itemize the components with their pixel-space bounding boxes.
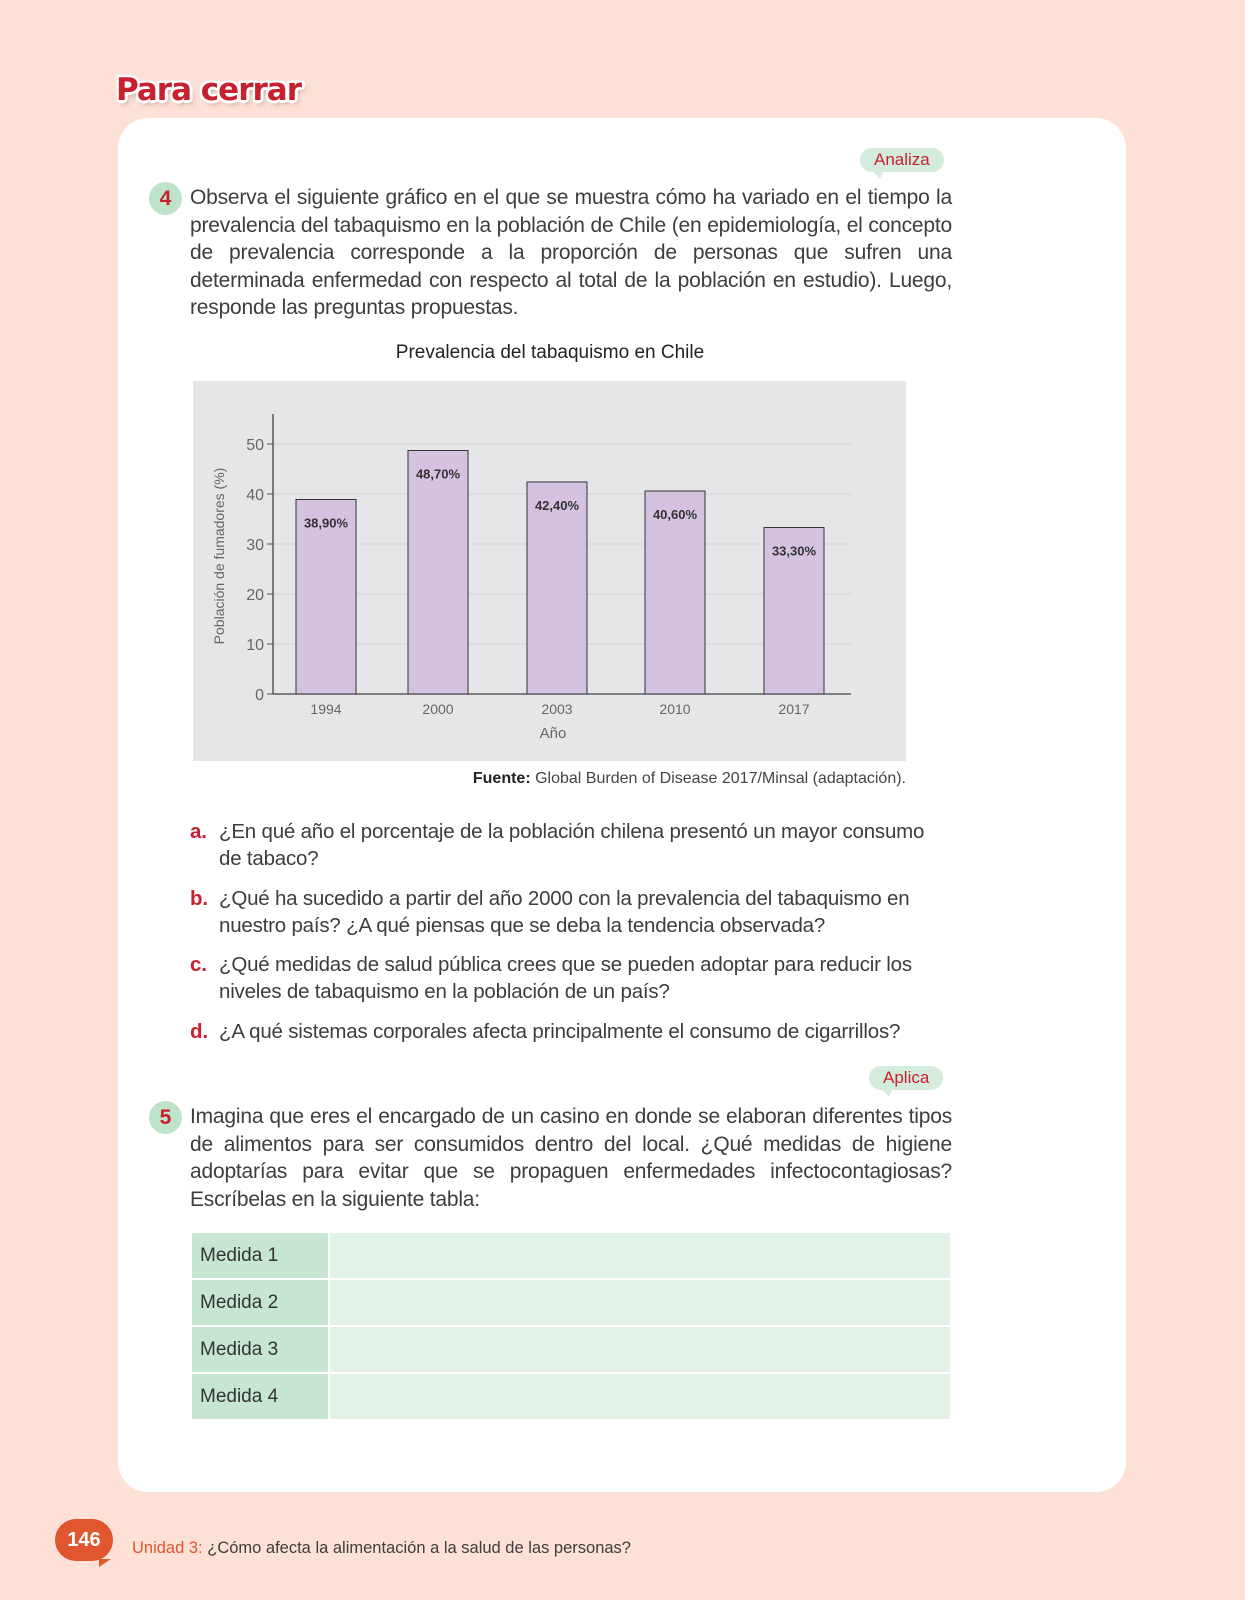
row-label: Medida 1 [191,1232,329,1279]
x-tick-label: 1994 [310,701,342,717]
question-number-4: 4 [149,182,182,215]
x-axis-label: Año [539,725,567,742]
bar [527,482,587,694]
unit-title: ¿Cómo afecta la alimentación a la salud de las personas? [207,1539,631,1557]
answer-cell[interactable] [329,1326,951,1373]
skill-badge-analiza: Analiza [860,148,944,172]
y-tick-label: 0 [255,687,264,704]
x-tick-label: 2003 [541,701,573,717]
y-tick-label: 10 [246,637,264,654]
measures-table [190,1231,952,1421]
y-tick-label: 40 [246,487,264,504]
item-letter: b. [190,887,208,910]
table-row [191,1232,951,1279]
answer-cell[interactable] [329,1232,951,1279]
section-title: Para cerrar [116,72,301,108]
unit-label: Unidad 3: [132,1539,203,1557]
x-tick-label: 2010 [659,701,691,717]
answer-cell[interactable] [329,1279,951,1326]
y-tick-label: 50 [246,437,264,454]
data-label: 38,90% [303,515,349,531]
question-5-text: Imagina que eres el encargado de un casino en donde se elaboran diferentes tipos de alimentos para ser consumidos dentro del local. ¿Qué medidas de higiene adoptarías para evitar que se propaguen enfermedades infectocontagiosas? Escríbelas en la siguiente tabla: [190,1105,952,1211]
item-text: ¿Qué ha sucedido a partir del año 2000 con la prevalencia del tabaquismo en nuestro país? ¿A qué piensas que se deba la tendencia observada? [219,887,910,937]
bar [408,451,468,695]
skill-badge-aplica: Aplica [869,1066,943,1090]
x-tick-label: 2017 [778,701,810,717]
page-number-badge: 146 [55,1519,113,1561]
row-label: Medida 3 [191,1326,329,1373]
table-row [191,1373,951,1420]
data-label: 48,70% [415,466,461,482]
question-item-a [190,818,950,872]
chart-title: Prevalencia del tabaquismo en Chile [395,342,705,363]
y-tick-label: 20 [246,587,264,604]
row-label: Medida 4 [191,1373,329,1420]
question-number-5: 5 [149,1101,182,1134]
item-text: ¿A qué sistemas corporales afecta principalmente el consumo de cigarrillos? [219,1020,901,1043]
item-text: ¿Qué medidas de salud pública crees que se pueden adoptar para reducir los niveles de tabaquismo en la población de un país? [219,953,912,1003]
chart-container [193,381,906,761]
row-label: Medida 2 [191,1279,329,1326]
answer-cell[interactable] [329,1373,951,1420]
chart-source [430,770,906,788]
question-item-b [190,885,950,939]
y-axis-label: Población de fumadores (%) [211,467,227,645]
data-label: 40,60% [652,507,698,522]
question-item-c [190,951,950,1005]
source-text: Global Burden of Disease 2017/Minsal (adaptación). [535,770,906,787]
item-letter: a. [190,820,207,843]
footer-unit [132,1539,631,1558]
table-row [191,1326,951,1373]
y-tick-label: 30 [246,537,264,554]
item-letter: d. [190,1020,208,1043]
data-label: 33,30% [771,543,817,559]
item-text: ¿En qué año el porcentaje de la población chilena presentó un mayor consumo de tabaco? [219,820,925,870]
item-letter: c. [190,953,207,976]
question-item-d [190,1018,950,1045]
source-label: Fuente: [472,770,531,787]
table-row [191,1279,951,1326]
question-4-text: Observa el siguiente gráfico en el que se muestra cómo ha variado en el tiempo la prevalencia del tabaquismo en la población de Chile (en epidemiología, el concepto de prevalencia corresponde a la proporción de personas que sufren una determinada enfermedad con respecto al total de la población en estudio). Luego, responde las preguntas propuestas. [190,186,952,319]
bar-chart [193,381,906,761]
x-tick-label: 2000 [422,701,454,717]
data-label: 42,40% [534,498,580,513]
